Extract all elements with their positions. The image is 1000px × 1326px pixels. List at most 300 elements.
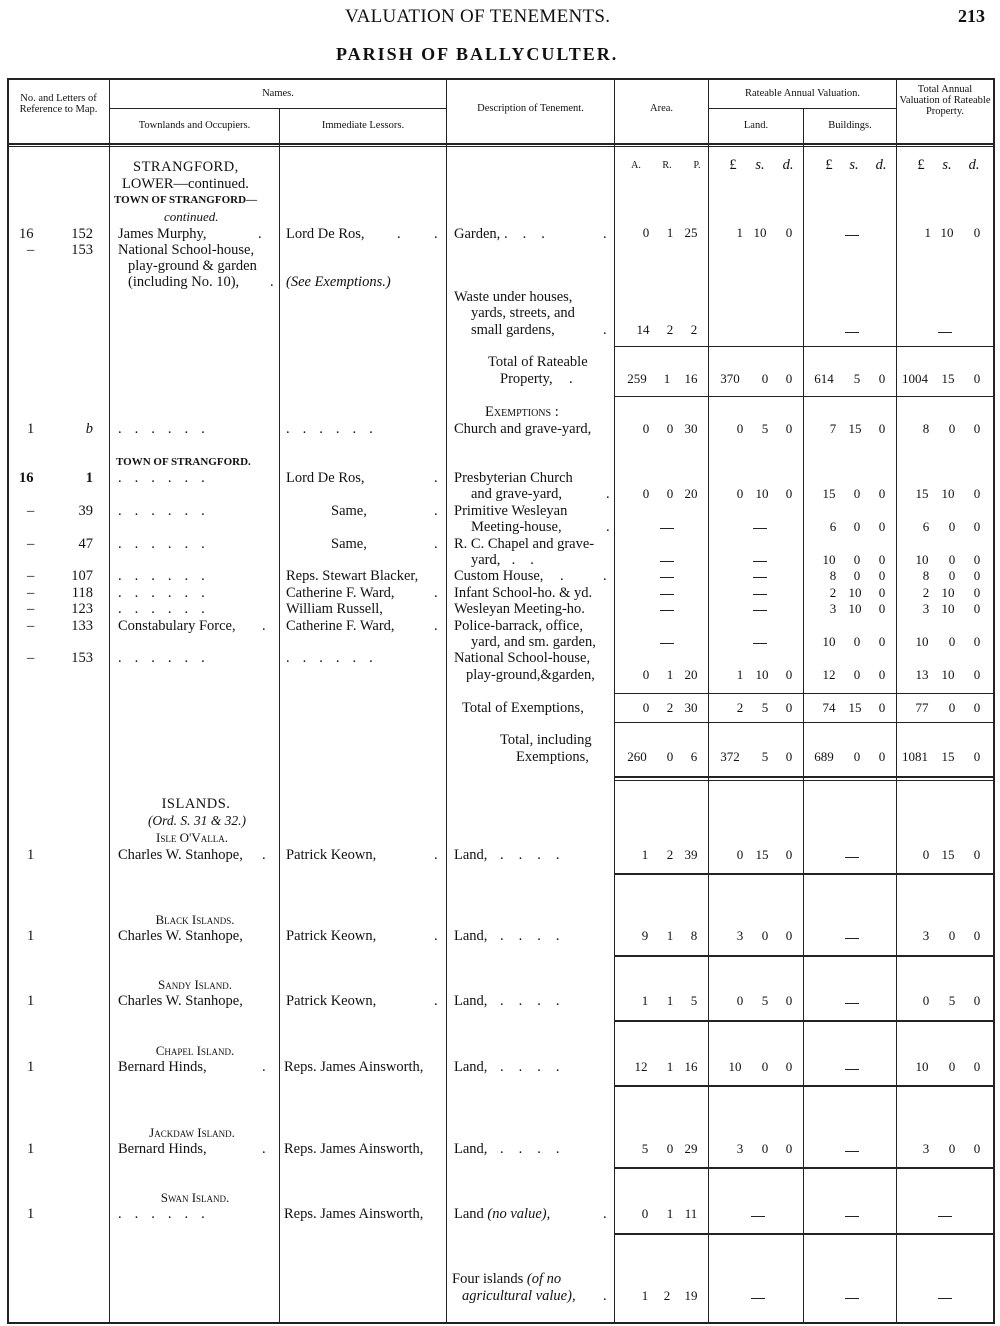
buildings-shillings: 10	[848, 585, 862, 600]
area-roods: 2	[663, 1288, 671, 1303]
area-perches: 29	[684, 1141, 698, 1156]
island-heading: Jackdaw Island.	[149, 1125, 235, 1140]
buildings-pence: 0	[878, 568, 886, 583]
land-pence: 0	[785, 225, 793, 240]
area-dash	[660, 561, 674, 562]
land-pence: 0	[785, 1141, 793, 1156]
unit-shillings: s.	[755, 157, 765, 173]
ref-letter: 152	[71, 226, 93, 242]
land-shillings: 5	[761, 993, 769, 1008]
land-pounds: 10	[728, 1059, 742, 1074]
total-dash	[938, 1216, 952, 1217]
area-acres: 1	[641, 1288, 649, 1303]
description: Land,	[454, 928, 488, 944]
total-pounds: 8	[922, 421, 930, 436]
buildings-pence: 0	[878, 585, 886, 600]
buildings-pounds: 10	[822, 634, 836, 649]
header-names: Names.	[262, 88, 294, 99]
occupier-cont: (including No. 10),	[128, 274, 240, 290]
description: Four islands (of no	[452, 1271, 562, 1287]
buildings-shillings: 0	[853, 486, 861, 501]
buildings-shillings: 0	[853, 568, 861, 583]
area-roods: 0	[666, 749, 674, 764]
header-rateable: Rateable Annual Valuation.	[745, 88, 860, 99]
occupier-cont: play-ground & garden	[128, 258, 257, 274]
ref-number: –	[27, 503, 35, 519]
total-dash	[938, 332, 952, 333]
section-lower-continued: LOWER—continued.	[122, 176, 249, 192]
land-shillings: 0	[761, 928, 769, 943]
unit-pence: d.	[875, 157, 887, 173]
land-dash	[751, 1298, 765, 1299]
description: Total of Rateable	[488, 354, 588, 370]
land-pence: 0	[785, 371, 793, 386]
buildings-shillings: 15	[848, 700, 862, 715]
area-acres: 0	[641, 1206, 649, 1221]
buildings-shillings: 0	[853, 552, 861, 567]
total-pounds: 0	[922, 993, 930, 1008]
land-pence: 0	[785, 847, 793, 862]
total-pence: 0	[973, 993, 981, 1008]
unit-pounds: £	[729, 157, 737, 173]
occupier: Charles W. Stanhope,	[118, 928, 243, 944]
total-shillings: 0	[948, 552, 956, 567]
header-area: Area.	[649, 103, 674, 114]
area-acres: 0	[642, 667, 650, 682]
unit-perches: P.	[693, 160, 701, 171]
total-pounds: 1081	[902, 749, 928, 764]
area-roods: 0	[666, 486, 674, 501]
ref-number: 1	[27, 928, 35, 944]
area-dash	[660, 528, 674, 529]
leader-dots: ......	[118, 536, 218, 552]
land-pounds: 1	[736, 225, 743, 240]
buildings-dash	[845, 857, 859, 858]
land-pounds: 0	[736, 486, 744, 501]
land-shillings: 5	[761, 749, 769, 764]
occupier: James Murphy,	[118, 226, 207, 242]
lessor: Patrick Keown,	[286, 993, 377, 1009]
buildings-pounds: 74	[822, 700, 836, 715]
total-pounds: 10	[915, 552, 929, 567]
total-pence: 0	[973, 928, 981, 943]
leader-dots: ......	[118, 568, 218, 584]
island-heading: Swan Island.	[160, 1190, 230, 1205]
ref-number: –	[27, 585, 35, 601]
land-shillings: 15	[755, 847, 769, 862]
area-perches: 25	[684, 225, 698, 240]
buildings-shillings: 0	[853, 634, 861, 649]
land-dash	[753, 610, 767, 611]
buildings-pence: 0	[878, 700, 886, 715]
total-shillings: 10	[941, 667, 955, 682]
total-pounds: 1	[924, 225, 931, 240]
area-acres: 14	[636, 322, 650, 337]
description: Waste under houses,	[454, 289, 573, 305]
total-shillings: 0	[948, 519, 956, 534]
unit-pence: d.	[968, 157, 980, 173]
area-perches: 19	[684, 1288, 698, 1303]
land-pounds: 370	[720, 371, 740, 386]
lessor: Reps. James Ainsworth,	[284, 1059, 424, 1075]
description: Land,	[454, 847, 488, 863]
total-shillings: 0	[948, 1141, 956, 1156]
land-pence: 0	[785, 993, 793, 1008]
buildings-dash	[845, 1216, 859, 1217]
description: National School-house,	[454, 650, 591, 666]
leader-dots: ......	[118, 601, 218, 617]
buildings-pounds: 689	[814, 749, 834, 764]
ref-number: 1	[27, 421, 35, 437]
header-townlands: Townlands and Occupiers.	[138, 120, 251, 131]
section-strangford: STRANGFORD,	[133, 159, 239, 175]
header-land: Land.	[743, 120, 769, 131]
area-perches: 6	[690, 749, 698, 764]
area-perches: 8	[690, 928, 698, 943]
total-pounds: 77	[915, 700, 929, 715]
land-dash	[753, 577, 767, 578]
description-cont: play-ground,&garden,	[466, 667, 595, 683]
land-pounds: 372	[720, 749, 740, 764]
buildings-pence: 0	[878, 667, 886, 682]
description-cont: Meeting-house,	[471, 519, 562, 535]
total-shillings: 0	[948, 700, 956, 715]
total-pounds: 6	[922, 519, 930, 534]
unit-pounds: £	[825, 157, 833, 173]
ref-letter: 123	[71, 601, 93, 617]
land-pounds: 1	[736, 667, 744, 682]
description-cont: small gardens,	[471, 322, 555, 338]
header-total: Total Annual Valuation of Rateable Property.	[899, 84, 991, 118]
ref-letter: 107	[71, 568, 93, 584]
buildings-pence: 0	[878, 421, 886, 436]
lessor: (See Exemptions.)	[286, 274, 391, 290]
area-acres: 0	[642, 225, 650, 240]
area-roods: 0	[666, 1141, 674, 1156]
area-roods: 2	[666, 700, 674, 715]
area-dash	[660, 594, 674, 595]
description: Land,	[454, 993, 488, 1009]
total-pence: 0	[973, 700, 981, 715]
island-heading: Chapel Island.	[155, 1043, 235, 1058]
land-pence: 0	[785, 700, 793, 715]
description: R. C. Chapel and grave-	[454, 536, 595, 552]
occupier: Bernard Hinds,	[118, 1141, 207, 1157]
description-cont: Exemptions,	[516, 749, 589, 765]
ref-letter: 133	[71, 618, 93, 634]
land-pounds: 0	[736, 421, 744, 436]
description: Total of Exemptions,	[462, 700, 584, 716]
leader-dots: ......	[118, 421, 218, 437]
area-roods: 2	[666, 322, 674, 337]
area-perches: 30	[684, 700, 698, 715]
description-cont: yard, and sm. garden,	[471, 634, 596, 650]
land-dash	[753, 561, 767, 562]
land-dash	[751, 1216, 765, 1217]
land-shillings: 0	[761, 371, 769, 386]
area-acres: 259	[627, 371, 647, 386]
total-pounds: 3	[922, 601, 930, 616]
page-title: VALUATION OF TENEMENTS.	[345, 6, 611, 27]
ref-letter: 153	[71, 242, 93, 258]
description-note: (no value),	[487, 1206, 551, 1222]
unit-roods: R.	[662, 160, 672, 171]
area-perches: 11	[684, 1206, 698, 1221]
ref-number: –	[27, 650, 35, 666]
buildings-dash	[845, 938, 859, 939]
area-perches: 20	[684, 667, 698, 682]
buildings-shillings: 15	[848, 421, 862, 436]
lessor: Same,	[331, 503, 367, 519]
total-shillings: 10	[941, 585, 955, 600]
description: Presbyterian Church	[454, 470, 573, 486]
area-dash	[660, 610, 674, 611]
total-pounds: 3	[922, 928, 930, 943]
area-roods: 1	[666, 225, 674, 240]
occupier: Constabulary Force,	[118, 618, 236, 634]
lessor: Reps. James Ainsworth,	[284, 1206, 424, 1222]
area-roods: 1	[666, 1059, 674, 1074]
area-acres: 1	[641, 847, 649, 862]
description: Primitive Wesleyan	[454, 503, 568, 519]
area-perches: 16	[684, 371, 698, 386]
ref-number: 1	[27, 993, 35, 1009]
total-shillings: 5	[948, 993, 956, 1008]
ref-number: 16	[19, 470, 34, 486]
description: Custom House,	[454, 568, 544, 584]
buildings-pence: 0	[878, 519, 886, 534]
lessor: Reps. Stewart Blacker,	[286, 568, 419, 584]
lessor: Catherine F. Ward,	[286, 618, 395, 634]
section-continued: continued.	[164, 209, 219, 224]
area-acres: 0	[642, 421, 650, 436]
area-roods: 1	[663, 371, 671, 386]
description-note: (of no	[526, 1271, 562, 1287]
description: Wesleyan Meeting-ho.	[454, 601, 585, 617]
leader-dots: ......	[118, 650, 218, 666]
header-description: Description of Tenement.	[477, 103, 584, 114]
buildings-pounds: 3	[829, 601, 837, 616]
buildings-dash	[845, 235, 859, 236]
description-cont: yards, streets, and	[471, 305, 575, 321]
occupier: Charles W. Stanhope,	[118, 993, 243, 1009]
land-pounds: 3	[736, 1141, 744, 1156]
ref-letter: 153	[71, 650, 93, 666]
ref-number: –	[27, 242, 35, 258]
total-pounds: 10	[915, 634, 929, 649]
buildings-shillings: 0	[853, 749, 861, 764]
total-pence: 0	[973, 601, 981, 616]
buildings-shillings: 5	[853, 371, 861, 386]
area-acres: 1	[641, 993, 649, 1008]
ref-number: 1	[27, 847, 35, 863]
lessor: Same,	[331, 536, 367, 552]
lessor: Patrick Keown,	[286, 928, 377, 944]
section-islands: ISLANDS.	[161, 796, 231, 812]
occupier: Bernard Hinds,	[118, 1059, 207, 1075]
total-shillings: 10	[941, 486, 955, 501]
description: Total, including	[500, 732, 592, 748]
description-cont: and grave-yard,	[471, 486, 562, 502]
unit-pounds: £	[917, 157, 925, 173]
area-perches: 2	[690, 322, 698, 337]
area-perches: 16	[684, 1059, 698, 1074]
page-number: 213	[958, 6, 985, 26]
ref-letter: b	[85, 421, 93, 437]
ref-letter: 39	[78, 503, 93, 519]
area-acres: 0	[642, 486, 650, 501]
buildings-pence: 0	[878, 486, 886, 501]
lessor: Lord De Ros,	[286, 226, 365, 242]
description-cont: yard,	[471, 552, 501, 568]
total-shillings: 15	[941, 371, 955, 386]
ref-number: –	[27, 601, 35, 617]
land-shillings: 0	[761, 1059, 769, 1074]
total-pence: 0	[973, 667, 981, 682]
area-roods: 2	[666, 847, 674, 862]
description: Land,	[454, 1059, 488, 1075]
land-pence: 0	[785, 928, 793, 943]
buildings-pounds: 8	[829, 568, 837, 583]
total-shillings: 15	[941, 749, 955, 764]
land-pence: 0	[785, 421, 793, 436]
description-note: agricultural value),	[462, 1288, 576, 1304]
buildings-pence: 0	[878, 634, 886, 649]
unit-shillings: s.	[849, 157, 859, 173]
ref-letter: 47	[78, 536, 93, 552]
description: Police-barrack, office,	[454, 618, 583, 634]
buildings-pence: 0	[878, 749, 886, 764]
land-shillings: 5	[761, 421, 769, 436]
occupier: National School-house,	[118, 242, 255, 258]
section-exemptions: Exemptions :	[485, 404, 559, 420]
total-shillings: 0	[948, 928, 956, 943]
total-pence: 0	[973, 486, 981, 501]
buildings-pounds: 7	[829, 421, 837, 436]
total-pence: 0	[973, 519, 981, 534]
land-shillings: 0	[761, 1141, 769, 1156]
lessor: Patrick Keown,	[286, 847, 377, 863]
total-pounds: 1004	[902, 371, 928, 386]
ref-letter: 1	[85, 470, 93, 486]
land-pence: 0	[785, 667, 793, 682]
buildings-pounds: 12	[822, 667, 836, 682]
leader-dots: ......	[286, 650, 386, 666]
total-pounds: 15	[915, 486, 929, 501]
unit-pence: d.	[782, 157, 794, 173]
description: Infant School-ho. & yd.	[454, 585, 593, 601]
lessor: Catherine F. Ward,	[286, 585, 395, 601]
buildings-dash	[845, 1003, 859, 1004]
buildings-dash	[845, 1298, 859, 1299]
land-dash	[753, 528, 767, 529]
buildings-dash	[845, 1151, 859, 1152]
land-pounds: 0	[736, 993, 744, 1008]
total-pounds: 13	[915, 667, 929, 682]
area-perches: 30	[684, 421, 698, 436]
buildings-shillings: 0	[853, 667, 861, 682]
land-shillings: 10	[755, 486, 769, 501]
total-shillings: 0	[948, 1059, 956, 1074]
description: Church and grave-yard,	[454, 421, 592, 437]
buildings-dash	[845, 1069, 859, 1070]
area-acres: 0	[642, 700, 650, 715]
leader-dots: ......	[118, 503, 218, 519]
ref-letter: 118	[71, 585, 93, 601]
land-dash	[753, 643, 767, 644]
land-pounds: 2	[736, 700, 744, 715]
buildings-pounds: 10	[822, 552, 836, 567]
ref-number: 1	[27, 1141, 35, 1157]
unit-acres: A.	[631, 160, 641, 171]
section-town-continued: TOWN OF STRANGFORD—	[114, 194, 258, 206]
buildings-dash	[845, 332, 859, 333]
land-pence: 0	[785, 749, 793, 764]
island-heading: Black Islands.	[155, 912, 235, 927]
total-pence: 0	[973, 847, 981, 862]
area-dash	[660, 577, 674, 578]
header-buildings: Buildings.	[828, 120, 872, 131]
area-acres: 12	[634, 1059, 648, 1074]
description: Land (no value),	[454, 1206, 551, 1222]
total-pence: 0	[973, 552, 981, 567]
area-acres: 260	[627, 749, 647, 764]
area-roods: 1	[666, 928, 674, 943]
area-roods: 1	[666, 1206, 674, 1221]
leader-dots: ......	[286, 421, 386, 437]
land-shillings: 5	[761, 700, 769, 715]
section-islands-ord: (Ord. S. 31 & 32.)	[147, 813, 247, 828]
parish-title: PARISH OF BALLYCULTER.	[336, 44, 619, 64]
occupier: Charles W. Stanhope,	[118, 847, 243, 863]
total-pence: 0	[973, 1141, 981, 1156]
land-pence: 0	[785, 1059, 793, 1074]
total-shillings: 15	[941, 847, 955, 862]
ref-number: –	[27, 618, 35, 634]
leader-dots: ......	[118, 470, 218, 486]
lessor: Lord De Ros,	[286, 470, 365, 486]
island-heading: Isle O'Valla.	[156, 830, 228, 845]
buildings-shillings: 0	[853, 519, 861, 534]
buildings-pounds: 614	[814, 371, 834, 386]
total-pence: 0	[973, 749, 981, 764]
area-perches: 39	[684, 847, 698, 862]
area-acres: 5	[641, 1141, 649, 1156]
ref-number: 1	[27, 1206, 35, 1222]
area-perches: 20	[684, 486, 698, 501]
header-lessors: Immediate Lessors.	[321, 120, 405, 131]
area-roods: 1	[666, 993, 674, 1008]
total-pence: 0	[973, 225, 981, 240]
total-shillings: 10	[940, 225, 954, 240]
area-roods: 1	[666, 667, 674, 682]
buildings-shillings: 10	[848, 601, 862, 616]
total-shillings: 0	[948, 568, 956, 583]
total-pence: 0	[973, 421, 981, 436]
buildings-pounds: 2	[829, 585, 837, 600]
total-pence: 0	[973, 634, 981, 649]
land-pounds: 3	[736, 928, 744, 943]
section-town: TOWN OF STRANGFORD.	[116, 456, 251, 468]
area-roods: 0	[666, 421, 674, 436]
land-shillings: 10	[755, 667, 769, 682]
total-shillings: 10	[941, 601, 955, 616]
lessor: Reps. James Ainsworth,	[284, 1141, 424, 1157]
area-dash	[660, 643, 674, 644]
description: Land,	[454, 1141, 488, 1157]
lessor: William Russell,	[286, 601, 383, 617]
ref-number: 16	[19, 226, 34, 242]
